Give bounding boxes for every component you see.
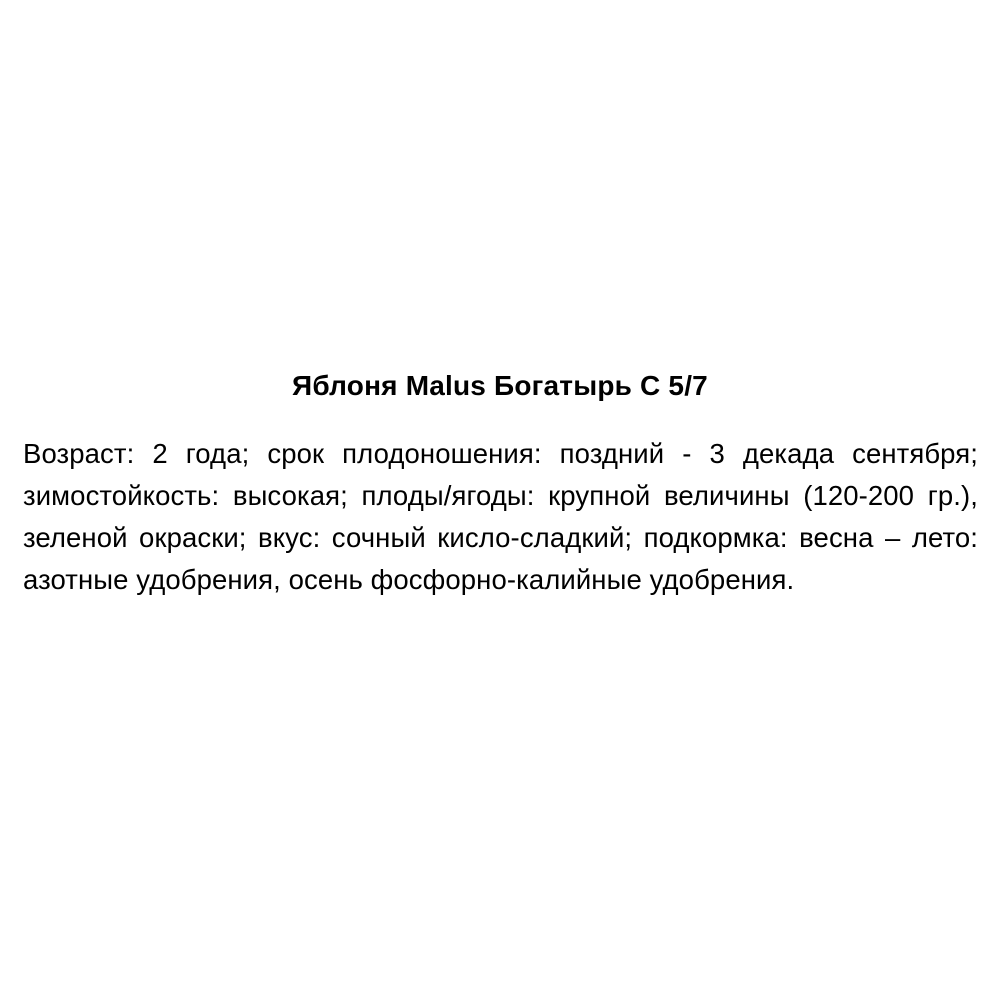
product-description: Возраст: 2 года; срок плодоношения: поздний - 3 декада сентября; зимостойкость: высокая; плоды/ягоды: крупной величины (120-200 гр.), зеленой окраски; вкус: сочный кисло-сладкий; подкормка: весна – лето: азотные удобрения, осень фосфорно-калийные удобрения.	[23, 438, 978, 595]
product-title: Яблоня Malus Богатырь С 5/7	[292, 370, 708, 401]
